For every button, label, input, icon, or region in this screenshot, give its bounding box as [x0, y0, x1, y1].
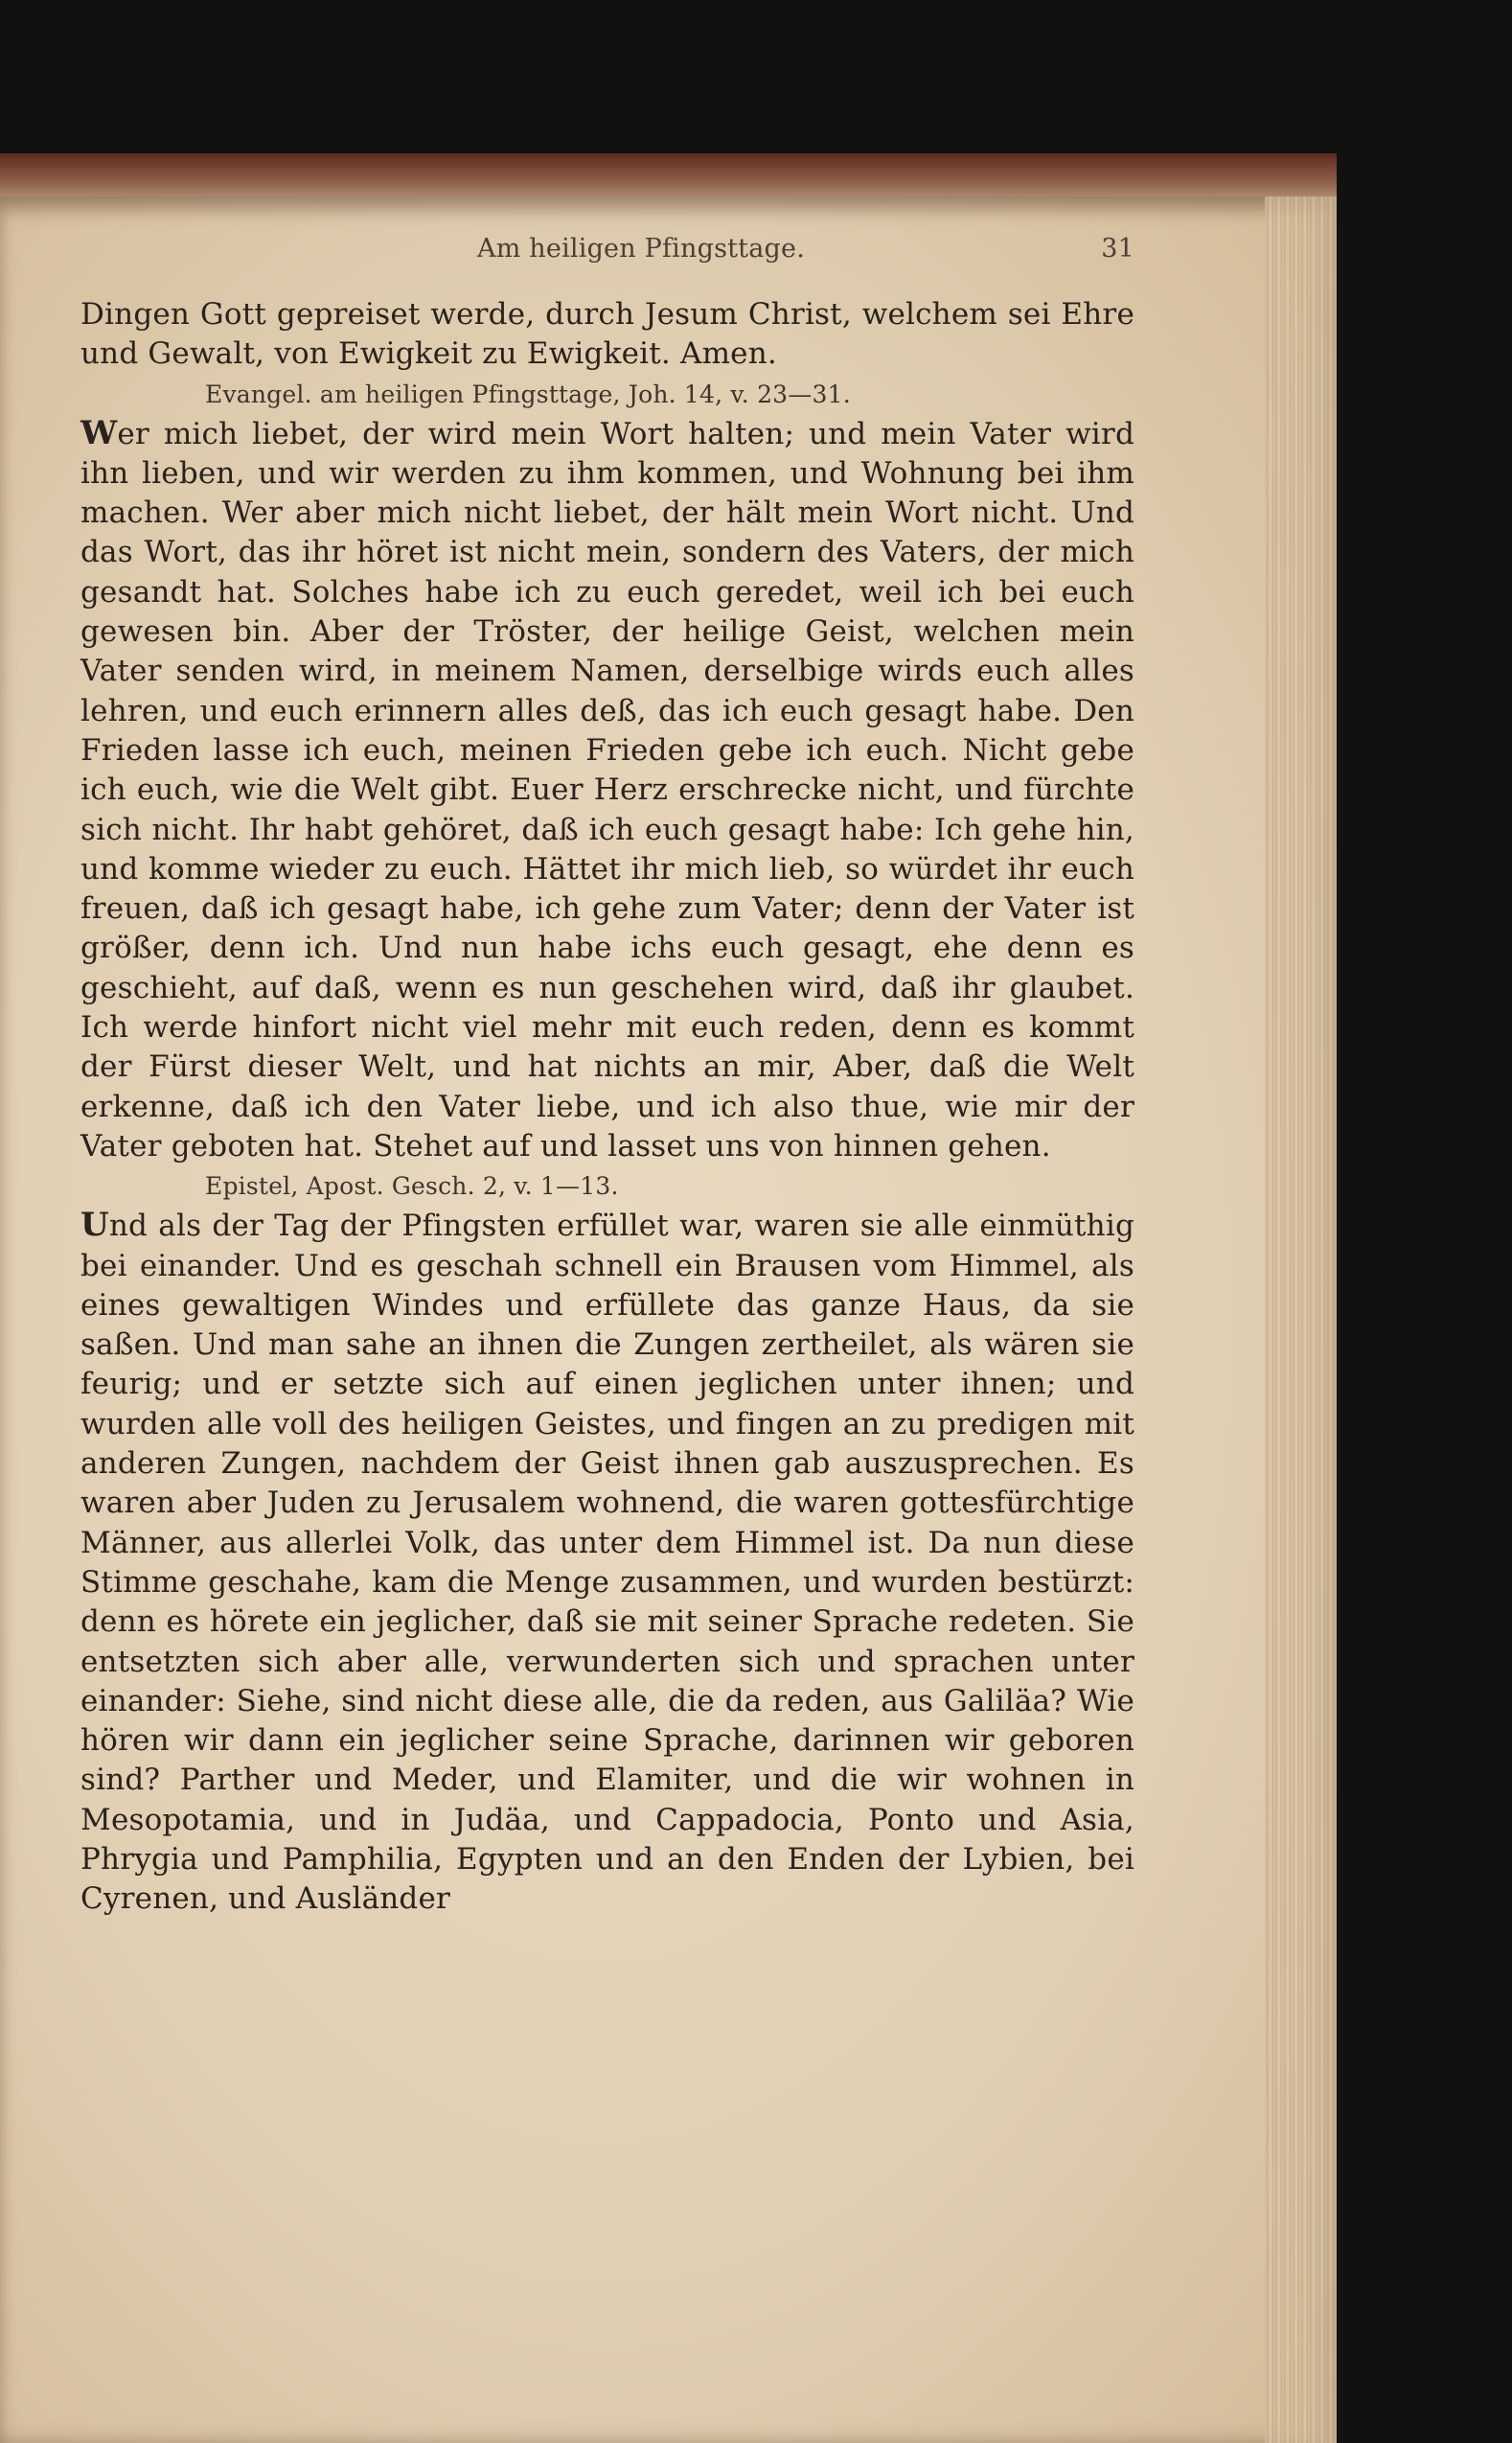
gospel-paragraph: [80, 414, 1134, 1167]
page-text: [80, 230, 1134, 1920]
page-number: 31: [1101, 234, 1134, 264]
running-head-title: Am heiligen Pfingsttage.: [477, 234, 805, 264]
epistle-initial: U: [80, 1206, 109, 1245]
gospel-text: er mich liebet, der wird mein Wort halten; und mein Vater wird ihn lieben, und wir werden zu ihm kommen, und Wohnung bei ihm machen. Wer aber mich nicht liebet, der hält mein Wort nicht. Und das Wort, das ihr höret ist nicht mein, sondern des Vaters, der mich gesandt hat. Solches habe ich zu euch geredet, weil ich bei euch gewesen bin. Aber der Tröster, der heilige Geist, welchen mein Vater senden wird, in meinem Namen, derselbige wirds euch alles lehren, und euch erinnern alles deß, das ich euch gesagt habe. Den Frieden lasse ich euch, meinen Frieden gebe ich euch. Nicht gebe ich euch, wie die Welt gibt. Euer Herz erschrecke nicht, und fürchte sich nicht. Ihr habt gehöret, daß ich euch gesagt habe: Ich gehe hin, und komme wieder zu euch. Hättet ihr mich lieb, so würdet ihr euch freuen, daß ich gesagt habe, ich gehe zum Vater; denn der Vater ist größer, denn ich. Und nun habe ichs euch gesagt, ehe denn es geschieht, auf daß, wenn es nun geschehen wird, daß ihr glaubet. Ich werde hinfort nicht viel mehr mit euch reden, denn es kommt der Fürst dieser Welt, und hat nichts an mir, Aber, daß die Welt erkenne, daß ich den Vater liebe, und ich also thue, wie mir der Vater geboten hat. Stehet auf und lasset uns von hinnen gehen.: [80, 416, 1134, 1164]
epistle-heading: Epistel, Apost. Gesch. 2, v. 1—13.: [205, 1172, 619, 1201]
epistle-text: nd als der Tag der Pfingsten erfüllet war, waren sie alle einmüthig bei einander. Und es geschah schnell ein Brausen vom Himmel, als eines gewaltigen Windes und erfüllete das ganze Haus, da sie saßen. Und man sahe an ihnen die Zungen zertheilet, als wären sie feurig; und er setzte sich auf einen jeglichen unter ihnen; und wurden alle voll des heiligen Geistes, und fingen an zu predigen mit anderen Zungen, nachdem der Geist ihnen gab auszusprechen. Es waren aber Juden zu Jerusalem wohnend, die waren gottesfürchtige Männer, aus allerlei Volk, das unter dem Himmel ist. Da nun diese Stimme geschahe, kam die Menge zusammen, und wurden bestürzt: denn es hörete ein jeglicher, daß sie mit seiner Sprache redeten. Sie entsetzten sich aber alle, verwunderten sich und sprachen unter einander: Siehe, sind nicht diese alle, die da reden, aus Galiläa? Wie hören wir dann ein jeglicher seine Sprache, darinnen wir geboren sind? Parther und Meder, und Elamiter, und die wir wohnen in Mesopotamia, und in Judäa, und Cappadocia, Ponto und Asia, Phrygia und Pamphilia, Egypten und an den Enden der Lybien, bei Cyrenen, und Ausländer: [80, 1209, 1134, 1917]
epistle-paragraph: [80, 1206, 1134, 1919]
gospel-heading: Evangel. am heiligen Pfingsttage, Joh. 14, v. 23—31.: [205, 380, 851, 408]
page-stack-edge: [1265, 196, 1337, 2443]
intro-paragraph: Dingen Gott gepreiset werde, durch Jesum Christ, welchem sei Ehre und Gewalt, von Ewigkeit zu Ewigkeit. Amen.: [80, 297, 1134, 372]
running-head: [80, 230, 1134, 268]
gospel-initial: W: [80, 413, 118, 452]
